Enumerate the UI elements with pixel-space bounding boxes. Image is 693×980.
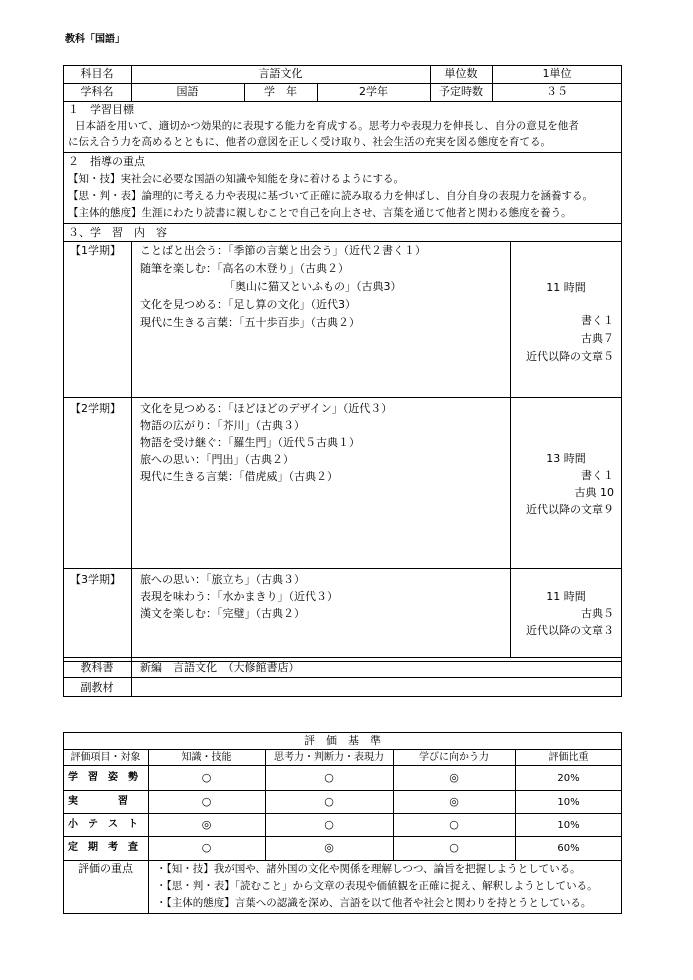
dept-value: 国語 [176, 85, 199, 98]
term1-breakdown: 近代以降の文章５ [526, 350, 614, 363]
credits-value: 1単位 [542, 67, 572, 80]
eval-mark: ◎ [449, 795, 459, 808]
eval-focus-line: ・【思・判・表】「読むこと」から文章の表現や価値観を正確に捉え、解釈しようとしている。 [156, 880, 598, 892]
eval-mark: ◎ [201, 818, 212, 831]
eval-row-item: 実 習 [68, 796, 128, 807]
goals-line-1: 日本語を用いて、適切かつ効果的に表現する能力を育成する。思考力や表現力を伸長し、自分の意見を他者 [75, 120, 579, 132]
eval-weight: 20% [557, 773, 580, 784]
term3-line: 表現を味わう：「水かまきり」（近代３） [140, 590, 338, 603]
grade-value: 2学年 [359, 85, 388, 98]
eval-mark: ○ [201, 841, 212, 854]
term1-breakdown: 書く１ [581, 314, 614, 327]
textbook-label: 教科書 [80, 661, 114, 674]
focus-line-2: 【思・判・表】論理的に考える力や表現に基づいて正確に読み取る力を伸ばし、自分自身の表現力を涵養する。 [68, 190, 593, 202]
eval-mark: ○ [449, 841, 459, 854]
eval-mark: ○ [324, 818, 334, 831]
eval-mark: ○ [201, 795, 212, 808]
term2-line: 旅への思い：「門出」（古典２） [140, 453, 294, 466]
term1-breakdown: 古典７ [581, 332, 614, 345]
textbook-value: 新編 言語文化 （大修館書店） [140, 661, 300, 674]
eval-header: 評価項目・対象 [70, 752, 141, 763]
term1-line: 現代に生きる言葉：「五十歩百歩」（古典２） [140, 316, 360, 329]
eval-focus-line: ・【主体的態度】言葉への認識を深め、言語を以て他者や社会と関わりを持とうとしている。 [156, 897, 592, 909]
eval-header: 知識・技能 [181, 752, 232, 763]
eval-weight: 10% [557, 820, 580, 831]
eval-mark: ○ [201, 771, 212, 784]
goals-heading: １ 学習目標 [68, 103, 134, 116]
term2-line: 物語を受け継ぐ：「羅生門」（近代５古典１） [140, 436, 360, 449]
eval-focus-line: ・【知・技】我が国や、諸外国の文化や関係を理解しつつ、論旨を把握しようとしている。 [156, 863, 581, 875]
eval-mark: ◎ [449, 771, 459, 784]
grade-label: 学 年 [264, 85, 297, 98]
eval-weight: 10% [557, 797, 580, 808]
term3-breakdown: 古典５ [581, 607, 614, 620]
hours-value: ３５ [546, 85, 568, 98]
term3-line: 旅への思い：「旅立ち」（古典３） [140, 573, 305, 586]
eval-row-item: 学 習 姿 勢 [68, 772, 138, 783]
eval-weight: 60% [557, 843, 580, 854]
credits-label: 単位数 [444, 67, 478, 80]
term1-line: 「奥山に猫又といふもの」（古典3） [224, 280, 402, 293]
term1-line: 随筆を楽しむ：「高名の木登り」（古典２） [140, 262, 349, 275]
subject-value: 言語文化 [258, 67, 303, 80]
eval-mark: ◎ [324, 841, 334, 854]
term2-label: 【2学期】 [70, 402, 121, 415]
dept-label: 学科名 [80, 85, 114, 98]
term3-breakdown: 近代以降の文章３ [526, 624, 614, 637]
focus-heading: ２ 指導の重点 [68, 155, 145, 168]
eval-row-item: 定 期 考 査 [68, 842, 138, 853]
term2-breakdown: 古典 10 [574, 486, 614, 499]
content-heading: ３、学 習 内 容 [68, 226, 167, 239]
term2-breakdown: 書く１ [581, 469, 614, 482]
focus-line-3: 【主体的態度】生涯にわたり読書に親しむことで自己を向上させ、言葉を通じて他者と関わる態度を養う。 [68, 207, 572, 219]
term2-line: 文化を見つめる：「ほどほどのデザイン」（近代３） [140, 402, 393, 415]
term1-hours: 11 時間 [546, 281, 586, 294]
eval-mark: ○ [324, 771, 334, 784]
focus-line-1: 【知・技】実社会に必要な国語の知識や知能を身に着けるようにする。 [68, 173, 404, 185]
term2-line: 物語の広がり：「芥川」（古典３） [140, 419, 305, 432]
term3-hours: 11 時間 [546, 590, 586, 603]
eval-header: 学びに向かう力 [419, 752, 489, 763]
eval-mark: ○ [324, 795, 334, 808]
term2-hours: 13 時間 [546, 452, 586, 465]
term3-label: 【3学期】 [70, 573, 121, 586]
evaluation-title: 評 価 基 準 [304, 734, 381, 747]
hours-label: 予定時数 [439, 85, 483, 98]
subbook-label: 副教材 [80, 681, 114, 694]
term1-label: 【1学期】 [70, 244, 121, 257]
eval-header: 思考力・判断力・表現力 [274, 752, 384, 763]
eval-row-item: 小 テ ス ト [68, 819, 138, 830]
term2-line: 現代に生きる言葉：「借虎威」（古典２） [140, 470, 338, 483]
term1-line: 文化を見つめる：「足し算の文化」（近代3） [140, 298, 356, 311]
term2-breakdown: 近代以降の文章９ [526, 503, 614, 516]
page-heading: 教科「国語」 [65, 34, 125, 45]
eval-focus-label: 評価の重点 [78, 862, 133, 875]
goals-line-2: に伝え合う力を高めるとともに、他者の意図を正しく受け取り、社会生活の充実を図る態度を育てる。 [68, 136, 551, 148]
term3-line: 漢文を楽しむ：「完璧」（古典２） [140, 607, 305, 620]
eval-header: 評価比重 [548, 752, 589, 763]
term1-line: ことばと出会う：「季節の言葉と出会う」（近代２書く１） [140, 244, 426, 257]
eval-mark: ○ [449, 818, 459, 831]
subject-label: 科目名 [80, 67, 114, 80]
